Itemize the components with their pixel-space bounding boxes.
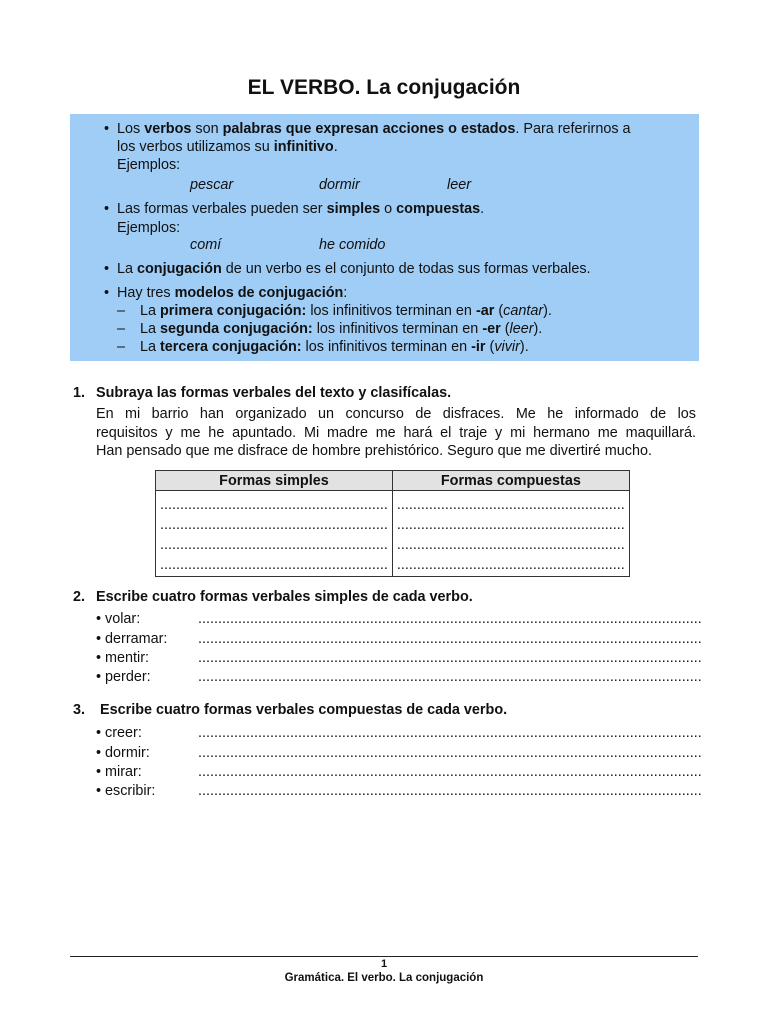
footer-title: Gramática. El verbo. La conjugación [284,972,484,984]
bullet-icon: • [104,121,110,137]
verb-label: • mentir: [96,650,150,666]
answer-blank[interactable]: ......................................................... [156,515,393,535]
answer-blank[interactable]: .............................................................................................................................. [198,783,702,799]
answer-blank[interactable]: .............................................................................................................................. [198,650,702,666]
dash-icon: – [117,339,126,355]
answer-blank[interactable]: .............................................................................................................................. [198,764,702,780]
answer-blank[interactable]: ......................................................... [392,515,629,535]
example-word: leer [447,177,471,193]
answer-blank[interactable]: ......................................................... [156,535,393,555]
example-word: comí [190,237,222,253]
verb-label: • escribir: [96,783,156,799]
verb-label: • creer: [96,725,142,741]
verb-label: • derramar: [96,631,168,647]
answer-blank[interactable]: ......................................................... [392,535,629,555]
answer-blank[interactable]: .............................................................................................................................. [198,631,702,647]
verb-label: • perder: [96,669,151,685]
answer-blank[interactable]: ......................................................... [392,555,629,577]
page-number: 1 [380,958,388,970]
bullet-icon: • [104,261,110,277]
answer-blank[interactable]: .............................................................................................................................. [198,725,702,741]
answer-blank[interactable]: ......................................................... [156,491,393,515]
examples-label: Ejemplos: [117,157,181,173]
forms-table [155,470,630,577]
info-box: • Los verbos son palabras que expresan acciones o estados. Para referirnos a los verbos utilizamos su infinitivo. Ejemplos: pescar dormir leer • Las formas verbales pueden ser simples o compuestas. Ejemplos: comí he comido • La conjugación de un verbo es el conjunto de todas sus formas verbales. • Hay tres modelos de conjugación: – La primera conjugación: los infinitivos terminan en -ar (cantar). – La segunda conjugación: los infinitivos terminan en -er (leer). – La tercera conjugación: los infinitivos terminan en -ir (vivir). [70,114,699,361]
verb-label: • volar: [96,611,141,627]
answer-blank[interactable]: ......................................................... [392,491,629,515]
answer-blank[interactable]: .............................................................................................................................. [198,611,702,627]
bullet-icon: • [104,201,110,217]
answer-blank[interactable]: .............................................................................................................................. [198,669,702,685]
example-word: he comido [319,237,386,253]
bullet-icon: • [104,285,110,301]
answer-blank[interactable]: .............................................................................................................................. [198,745,702,761]
exercise-1-text: En mi barrio han organizado un concurso de disfraces. Me he informado de los requisitos y me he apuntado. Mi madre me hará el traje y mi hermano me maquillará. Han pensado que me disfrace de hombre prehistórico. Seguro que me divertiré mucho. [96,406,696,459]
examples-label: Ejemplos: [117,220,181,236]
column-header: Formas simples [156,471,393,491]
column-header: Formas compuestas [392,471,629,491]
verb-label: • dormir: [96,745,150,761]
footer-divider [70,956,698,957]
dash-icon: – [117,303,126,319]
page-title: EL VERBO. La conjugación [247,76,521,99]
example-word: dormir [319,177,360,193]
answer-blank[interactable]: ......................................................... [156,555,393,577]
dash-icon: – [117,321,126,337]
verb-label: • mirar: [96,764,142,780]
example-word: pescar [190,177,234,193]
